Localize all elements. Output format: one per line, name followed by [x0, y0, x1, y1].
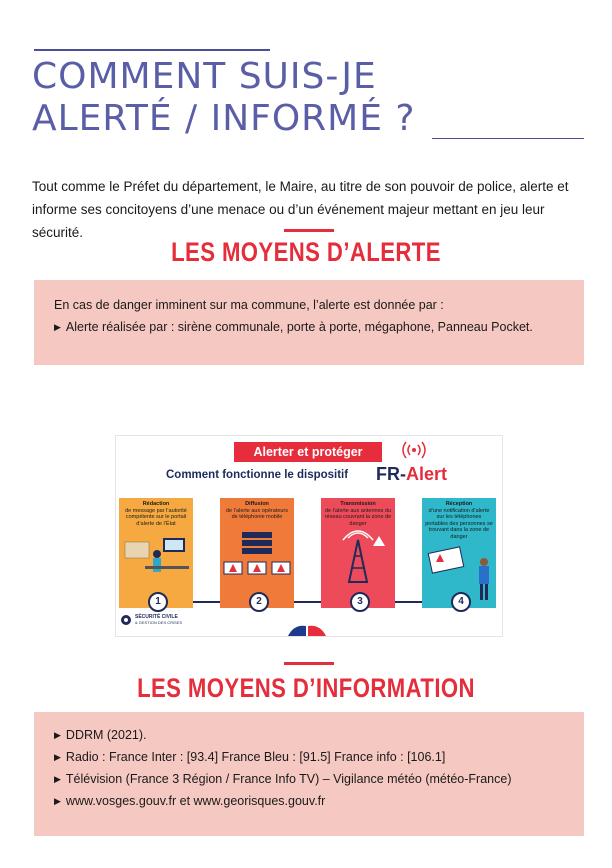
bullet-triangle-icon: ▶	[54, 322, 61, 332]
servers-icon	[220, 530, 294, 590]
signal-waves-icon	[394, 438, 434, 462]
antenna-tower-icon	[321, 526, 395, 586]
securite-civile-logo: SÉCURITÉ CIVILE & GESTION DES CRISES	[120, 614, 182, 626]
alerte-item: ▶ Alerte réalisée par : sirène communale, porte à porte, mégaphone, Panneau Pocket.	[54, 316, 584, 338]
section-dash-information	[284, 662, 334, 665]
alerte-lead: En cas de danger imminent sur ma commune, l’alerte est donnée par :	[54, 298, 444, 312]
title-top-rule	[34, 49, 270, 51]
section-dash-alerte	[284, 229, 334, 232]
step-number-4: 4	[451, 592, 471, 612]
infographic-banner: Alerter et protéger	[234, 442, 382, 462]
step-1: Rédaction de message par l’autorité compétente sur le portail d’alerte de l’État	[119, 498, 193, 608]
section-heading-alerte: LES MOYENS D’ALERTE	[171, 237, 441, 267]
information-item: ▶ DDRM (2021).	[54, 724, 584, 746]
step-number-2: 2	[249, 592, 269, 612]
bullet-triangle-icon: ▶	[54, 774, 61, 784]
infographic-subtitle: Comment fonctionne le dispositif	[166, 469, 349, 481]
bullet-triangle-icon: ▶	[54, 730, 61, 740]
fr-alert-infographic	[115, 435, 503, 637]
computer-desk-icon	[119, 530, 193, 590]
step-3: Transmission de l’alerte aux antennes du réseau couvrant la zone de danger	[321, 498, 395, 608]
information-item: ▶ www.vosges.gouv.fr et www.georisques.gouv.fr	[54, 790, 584, 812]
step-2: Diffusion de l’alerte aux opérateurs de téléphonie mobile	[220, 498, 294, 608]
information-item: ▶ Télévision (France 3 Région / France Info TV) – Vigilance météo (météo-France)	[54, 768, 584, 790]
bullet-triangle-icon: ▶	[54, 796, 61, 806]
step-number-3: 3	[350, 592, 370, 612]
section-alerte-heading-wrap	[0, 237, 612, 268]
intro-paragraph: Tout comme le Préfet du département, le Maire, au titre de son pouvoir de police, alerte et informe ses concitoyens d’une menace ou d’un événement majeur mettant en jeu leur sécurité.	[32, 179, 569, 240]
step-4: Réception d’une notification d’alerte sur les téléphones portables des personnes se trouvant dans la zone de danger	[422, 498, 496, 608]
securite-civile-logo-icon	[120, 614, 132, 626]
french-flag-icon	[286, 624, 328, 638]
section-heading-information: LES MOYENS D’INFORMATION	[137, 673, 475, 703]
alerte-box	[34, 280, 584, 365]
title-right-rule	[432, 138, 584, 139]
fr-alert-brand: FR-Alert	[376, 464, 448, 484]
bullet-triangle-icon: ▶	[54, 752, 61, 762]
page-title-line2: ALERTÉ / INFORMÉ ?	[32, 98, 416, 139]
page-title-line1: COMMENT SUIS-JE	[32, 56, 377, 97]
information-item: ▶ Radio : France Inter : [93.4] France Bleu : [91.5] France info : [106.1]	[54, 746, 584, 768]
marianne-logo	[286, 624, 328, 638]
information-box	[34, 712, 584, 836]
step-number-1: 1	[148, 592, 168, 612]
page-title	[32, 56, 416, 140]
section-information-heading-wrap	[0, 673, 612, 704]
